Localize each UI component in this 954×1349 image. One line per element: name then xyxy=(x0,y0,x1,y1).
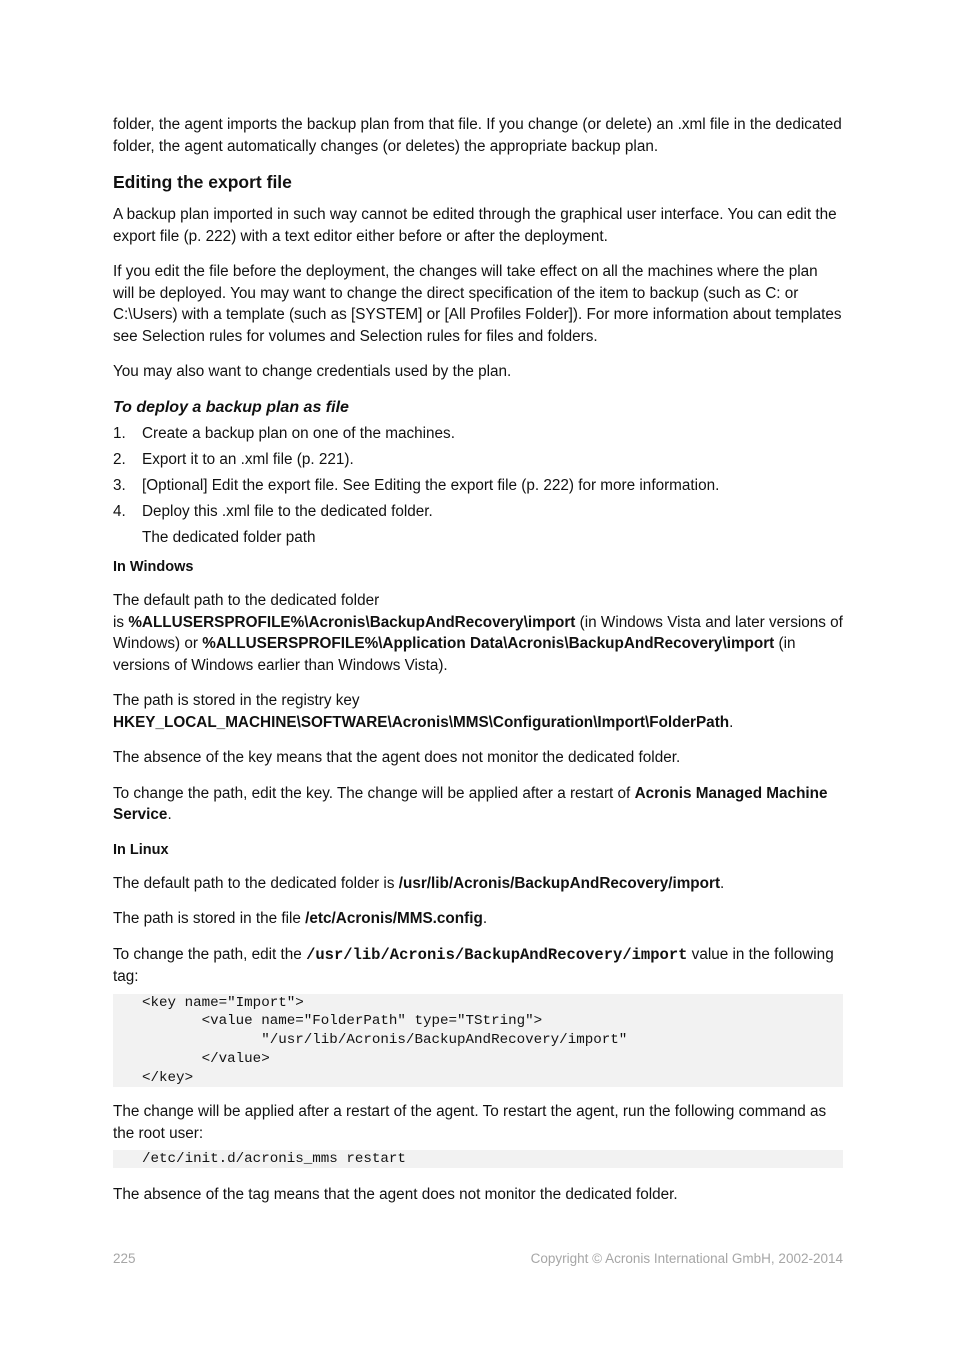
step4-subtext: The dedicated folder path xyxy=(142,528,316,546)
windows-path-paragraph xyxy=(113,590,843,676)
linux-absence-paragraph: The absence of the tag means that the agent does not monitor the dedicated folder. xyxy=(113,1186,678,1204)
windows-change-prefix: To change the path, edit the key. The change will be applied after a restart of xyxy=(113,784,635,802)
step-number: 4. xyxy=(113,502,126,520)
registry-paragraph xyxy=(113,690,843,733)
linux-stored-suffix: . xyxy=(482,910,488,927)
registry-prefix: The path is stored in the registry key xyxy=(113,692,360,709)
procedure-heading: To deploy a backup plan as file xyxy=(113,398,349,416)
edit-paragraph-2: If you edit the file before the deployment, the changes will take effect on all the machines where the plan will be deployed. You may want to change the direct specification of the item to backup (such as C: or C:\Users) with a template (such as [SYSTEM] or [All Profiles Folder]). For more information about templates see Selection rules for volumes and Selection rules for files and folders. xyxy=(113,263,842,345)
edit-paragraph-1: A backup plan imported in such way cannot be edited through the graphical user interface. You can edit the export file (p. 222) with a text editor either before or after the deployment. xyxy=(113,206,837,245)
linux-config-file: /etc/Acronis/MMS.config xyxy=(305,910,483,927)
registry-key: HKEY_LOCAL_MACHINE\SOFTWARE\Acronis\MMS\Configuration\Import\FolderPath xyxy=(113,713,730,731)
linux-change-prefix: To change the path, edit the xyxy=(113,945,307,963)
windows-heading: In Windows xyxy=(113,559,194,575)
windows-path-prefix: The default path to the dedicated folder xyxy=(113,592,380,609)
windows-path-mid: (in Windows Vista and later versions of Windows) or xyxy=(113,613,843,652)
linux-stored-prefix: The path is stored in the file xyxy=(113,910,306,927)
service-name: Acronis Managed Machine Service xyxy=(113,784,828,823)
windows-path-suffix: (in versions of Windows earlier than Windows Vista). xyxy=(113,635,796,674)
copyright-notice: Copyright © Acronis International GmbH, 2002-2014 xyxy=(530,1251,843,1266)
section-heading-editing: Editing the export file xyxy=(113,172,292,192)
step-text: Export it to an .xml file (p. 221). xyxy=(142,450,354,468)
windows-change-paragraph xyxy=(113,783,843,826)
page-number: 225 xyxy=(113,1251,136,1266)
steps-list xyxy=(113,423,843,523)
linux-heading: In Linux xyxy=(113,841,169,858)
linux-stored-paragraph xyxy=(113,908,843,930)
restart-paragraph: The change will be applied after a restart of the agent. To restart the agent, run the following command as the root user: xyxy=(113,1103,827,1142)
step-item xyxy=(113,423,843,445)
step-number: 2. xyxy=(113,450,126,468)
step-number: 1. xyxy=(113,424,126,442)
registry-suffix: . xyxy=(729,713,734,731)
linux-default-prefix: The default path to the dedicated folder is xyxy=(113,874,399,892)
windows-path-legacy: %ALLUSERSPROFILE%\Application Data\Acronis\BackupAndRecovery\import xyxy=(202,635,775,652)
restart-command: /etc/init.d/acronis_mms restart xyxy=(113,1150,843,1168)
linux-change-suffix: value in the following tag: xyxy=(113,945,834,985)
edit-paragraph-3: You may also want to change credentials used by the plan. xyxy=(113,363,512,380)
intro-paragraph: folder, the agent imports the backup plan from that file. If you change (or delete) an .xml file in the dedicated folder, the agent automatically changes (or deletes) the appropriate backup plan. xyxy=(113,116,842,155)
linux-change-code: /usr/lib/Acronis/BackupAndRecovery/import xyxy=(306,945,688,964)
linux-default-suffix: . xyxy=(720,874,725,892)
step-text: [Optional] Edit the export file. See Editing the export file (p. 222) for more information. xyxy=(142,476,720,494)
linux-default-path: /usr/lib/Acronis/BackupAndRecovery/import xyxy=(398,874,721,892)
windows-path-is: is xyxy=(113,613,129,631)
step-item xyxy=(113,449,843,471)
windows-path-vista: %ALLUSERSPROFILE%\Acronis\BackupAndRecovery\import xyxy=(128,613,576,631)
document-body xyxy=(113,114,843,1220)
linux-change-paragraph xyxy=(113,944,843,988)
step-text: Create a backup plan on one of the machines. xyxy=(142,424,455,442)
config-code-block: <key name="Import"> <value name="FolderPath" type="TString"> "/usr/lib/Acronis/BackupAndRecovery/import" </value> </key> xyxy=(113,994,843,1088)
windows-change-suffix: . xyxy=(167,806,172,823)
linux-default-paragraph xyxy=(113,873,843,895)
windows-absence-paragraph: The absence of the key means that the agent does not monitor the dedicated folder. xyxy=(113,749,681,766)
step-item xyxy=(113,501,843,523)
step-item xyxy=(113,475,843,497)
step-text: Deploy this .xml file to the dedicated folder. xyxy=(142,502,433,520)
step-number: 3. xyxy=(113,476,126,494)
